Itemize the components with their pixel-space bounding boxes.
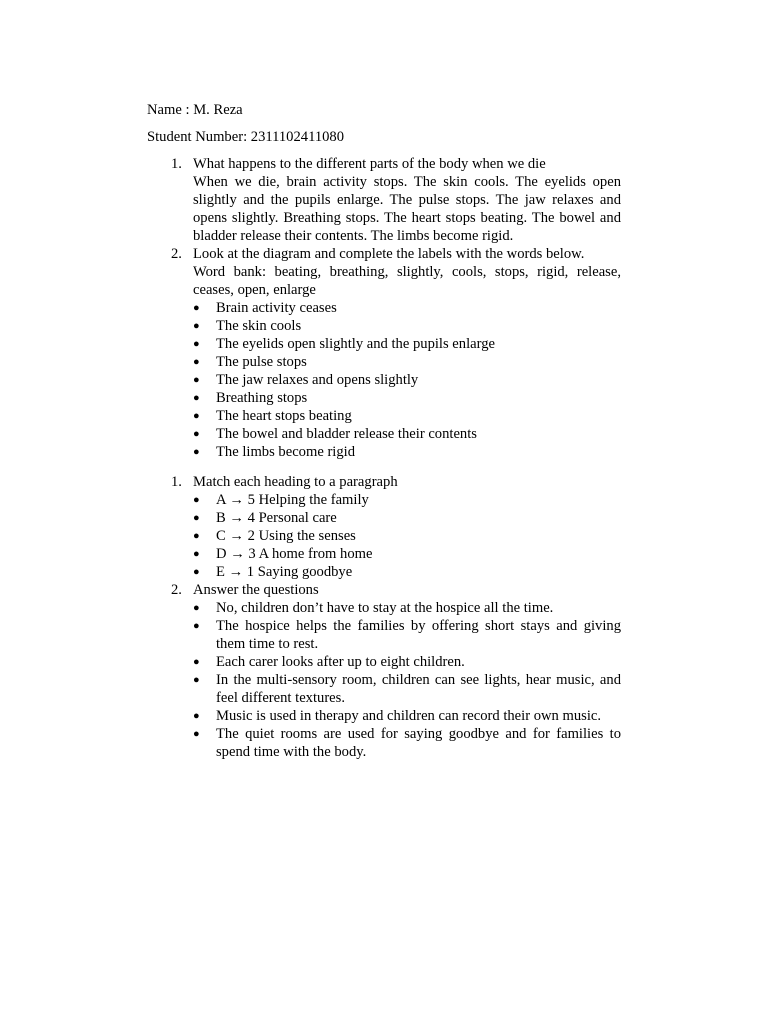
list-item-text: In the multi-sensory room, children can see lights, hear music, and feel different textures.: [216, 672, 621, 706]
list-item-text: D → 3 A home from home: [216, 546, 373, 562]
bullet-icon: ●: [193, 656, 200, 668]
list-item-text: B → 4 Personal care: [216, 510, 337, 526]
name-value: M. Reza: [193, 102, 243, 118]
list-item-text: The heart stops beating: [216, 408, 352, 424]
diagram-label-list: [193, 299, 621, 461]
section-hospice: [147, 473, 621, 761]
bullet-icon: ●: [193, 710, 200, 722]
question-number: 1.: [171, 156, 182, 172]
list-item-text: A → 5 Helping the family: [216, 492, 369, 508]
bullet-icon: ●: [193, 566, 200, 578]
name-label: Name :: [147, 102, 194, 118]
bullet-icon: ●: [193, 512, 200, 524]
document-page: [147, 101, 621, 761]
list-item: [193, 317, 621, 335]
question-title: Match each heading to a paragraph: [193, 474, 398, 490]
question-title: What happens to the different parts of the body when we die: [193, 156, 546, 172]
bullet-icon: ●: [193, 530, 200, 542]
list-item-text: The skin cools: [216, 318, 302, 334]
bullet-icon: ●: [193, 410, 200, 422]
list-item: [193, 407, 621, 425]
answers-list: [193, 599, 621, 761]
list-item-text: The bowel and bladder release their contents: [216, 426, 477, 442]
list-item: [193, 353, 621, 371]
list-item: [193, 371, 621, 389]
matching-list: [193, 491, 621, 581]
list-item: [193, 299, 621, 317]
bullet-icon: ●: [193, 428, 200, 440]
list-item-text: The quiet rooms are used for saying goodbye and for families to spend time with the body.: [216, 726, 621, 760]
list-item-text: E → 1 Saying goodbye: [216, 564, 353, 580]
section-body-changes: [147, 155, 621, 461]
list-item: [193, 389, 621, 407]
list-item: [193, 563, 621, 581]
list-item: [193, 509, 621, 527]
list-item-text: The jaw relaxes and opens slightly: [216, 372, 419, 388]
bullet-icon: ●: [193, 728, 200, 740]
question-1-match-headings: [147, 473, 621, 581]
name-line: [147, 101, 621, 119]
bullet-icon: ●: [193, 392, 200, 404]
list-item-text: C → 2 Using the senses: [216, 528, 356, 544]
student-number-value: 2311102411080: [250, 129, 345, 145]
list-item: [193, 707, 621, 725]
list-item: [193, 335, 621, 353]
bullet-icon: ●: [193, 494, 200, 506]
question-title: Answer the questions: [193, 582, 319, 598]
list-item-text: No, children don’t have to stay at the hospice all the time.: [216, 600, 554, 616]
list-item: [193, 527, 621, 545]
list-item-text: The eyelids open slightly and the pupils enlarge: [216, 336, 495, 352]
list-item-text: The limbs become rigid: [216, 444, 356, 460]
question-number: 1.: [171, 474, 182, 490]
student-number-line: [147, 128, 621, 146]
list-item-text: The hospice helps the families by offering short stays and giving them time to rest.: [216, 618, 621, 652]
bullet-icon: ●: [193, 674, 200, 686]
list-item: [193, 653, 621, 671]
list-item: [193, 725, 621, 761]
list-item: [193, 491, 621, 509]
bullet-icon: ●: [193, 320, 200, 332]
student-number-label: Student Number:: [147, 129, 251, 145]
question-title: Look at the diagram and complete the labels with the words below.: [193, 246, 585, 262]
list-item-text: The pulse stops: [216, 354, 307, 370]
bullet-icon: ●: [193, 548, 200, 560]
list-item-text: Breathing stops: [216, 390, 308, 406]
list-item: [193, 599, 621, 617]
bullet-icon: ●: [193, 446, 200, 458]
list-item: [193, 425, 621, 443]
bullet-icon: ●: [193, 338, 200, 350]
question-1-body-changes: [147, 155, 621, 245]
list-item-text: Each carer looks after up to eight children.: [216, 654, 465, 670]
question-2-diagram-labels: [147, 245, 621, 461]
bullet-icon: ●: [193, 374, 200, 386]
question-2-answer-questions: [147, 581, 621, 761]
list-item: [193, 545, 621, 563]
answer-paragraph: When we die, brain activity stops. The skin cools. The eyelids open slightly and the pupils enlarge. The pulse stops. The jaw relaxes and opens slightly. Breathing stops. The heart stops beating. The bowel and bladder release their contents. The limbs become rigid.: [193, 174, 621, 244]
bullet-icon: ●: [193, 620, 200, 632]
list-item: [193, 671, 621, 707]
bullet-icon: ●: [193, 356, 200, 368]
word-bank: Word bank: beating, breathing, slightly, cools, stops, rigid, release, ceases, open, enlarge: [193, 264, 621, 298]
list-item: [193, 443, 621, 461]
list-item: [193, 617, 621, 653]
bullet-icon: ●: [193, 302, 200, 314]
question-number: 2.: [171, 582, 182, 598]
list-item-text: Brain activity ceases: [216, 300, 337, 316]
question-number: 2.: [171, 246, 182, 262]
bullet-icon: ●: [193, 602, 200, 614]
section-spacer: [147, 461, 621, 473]
list-item-text: Music is used in therapy and children can record their own music.: [216, 708, 602, 724]
